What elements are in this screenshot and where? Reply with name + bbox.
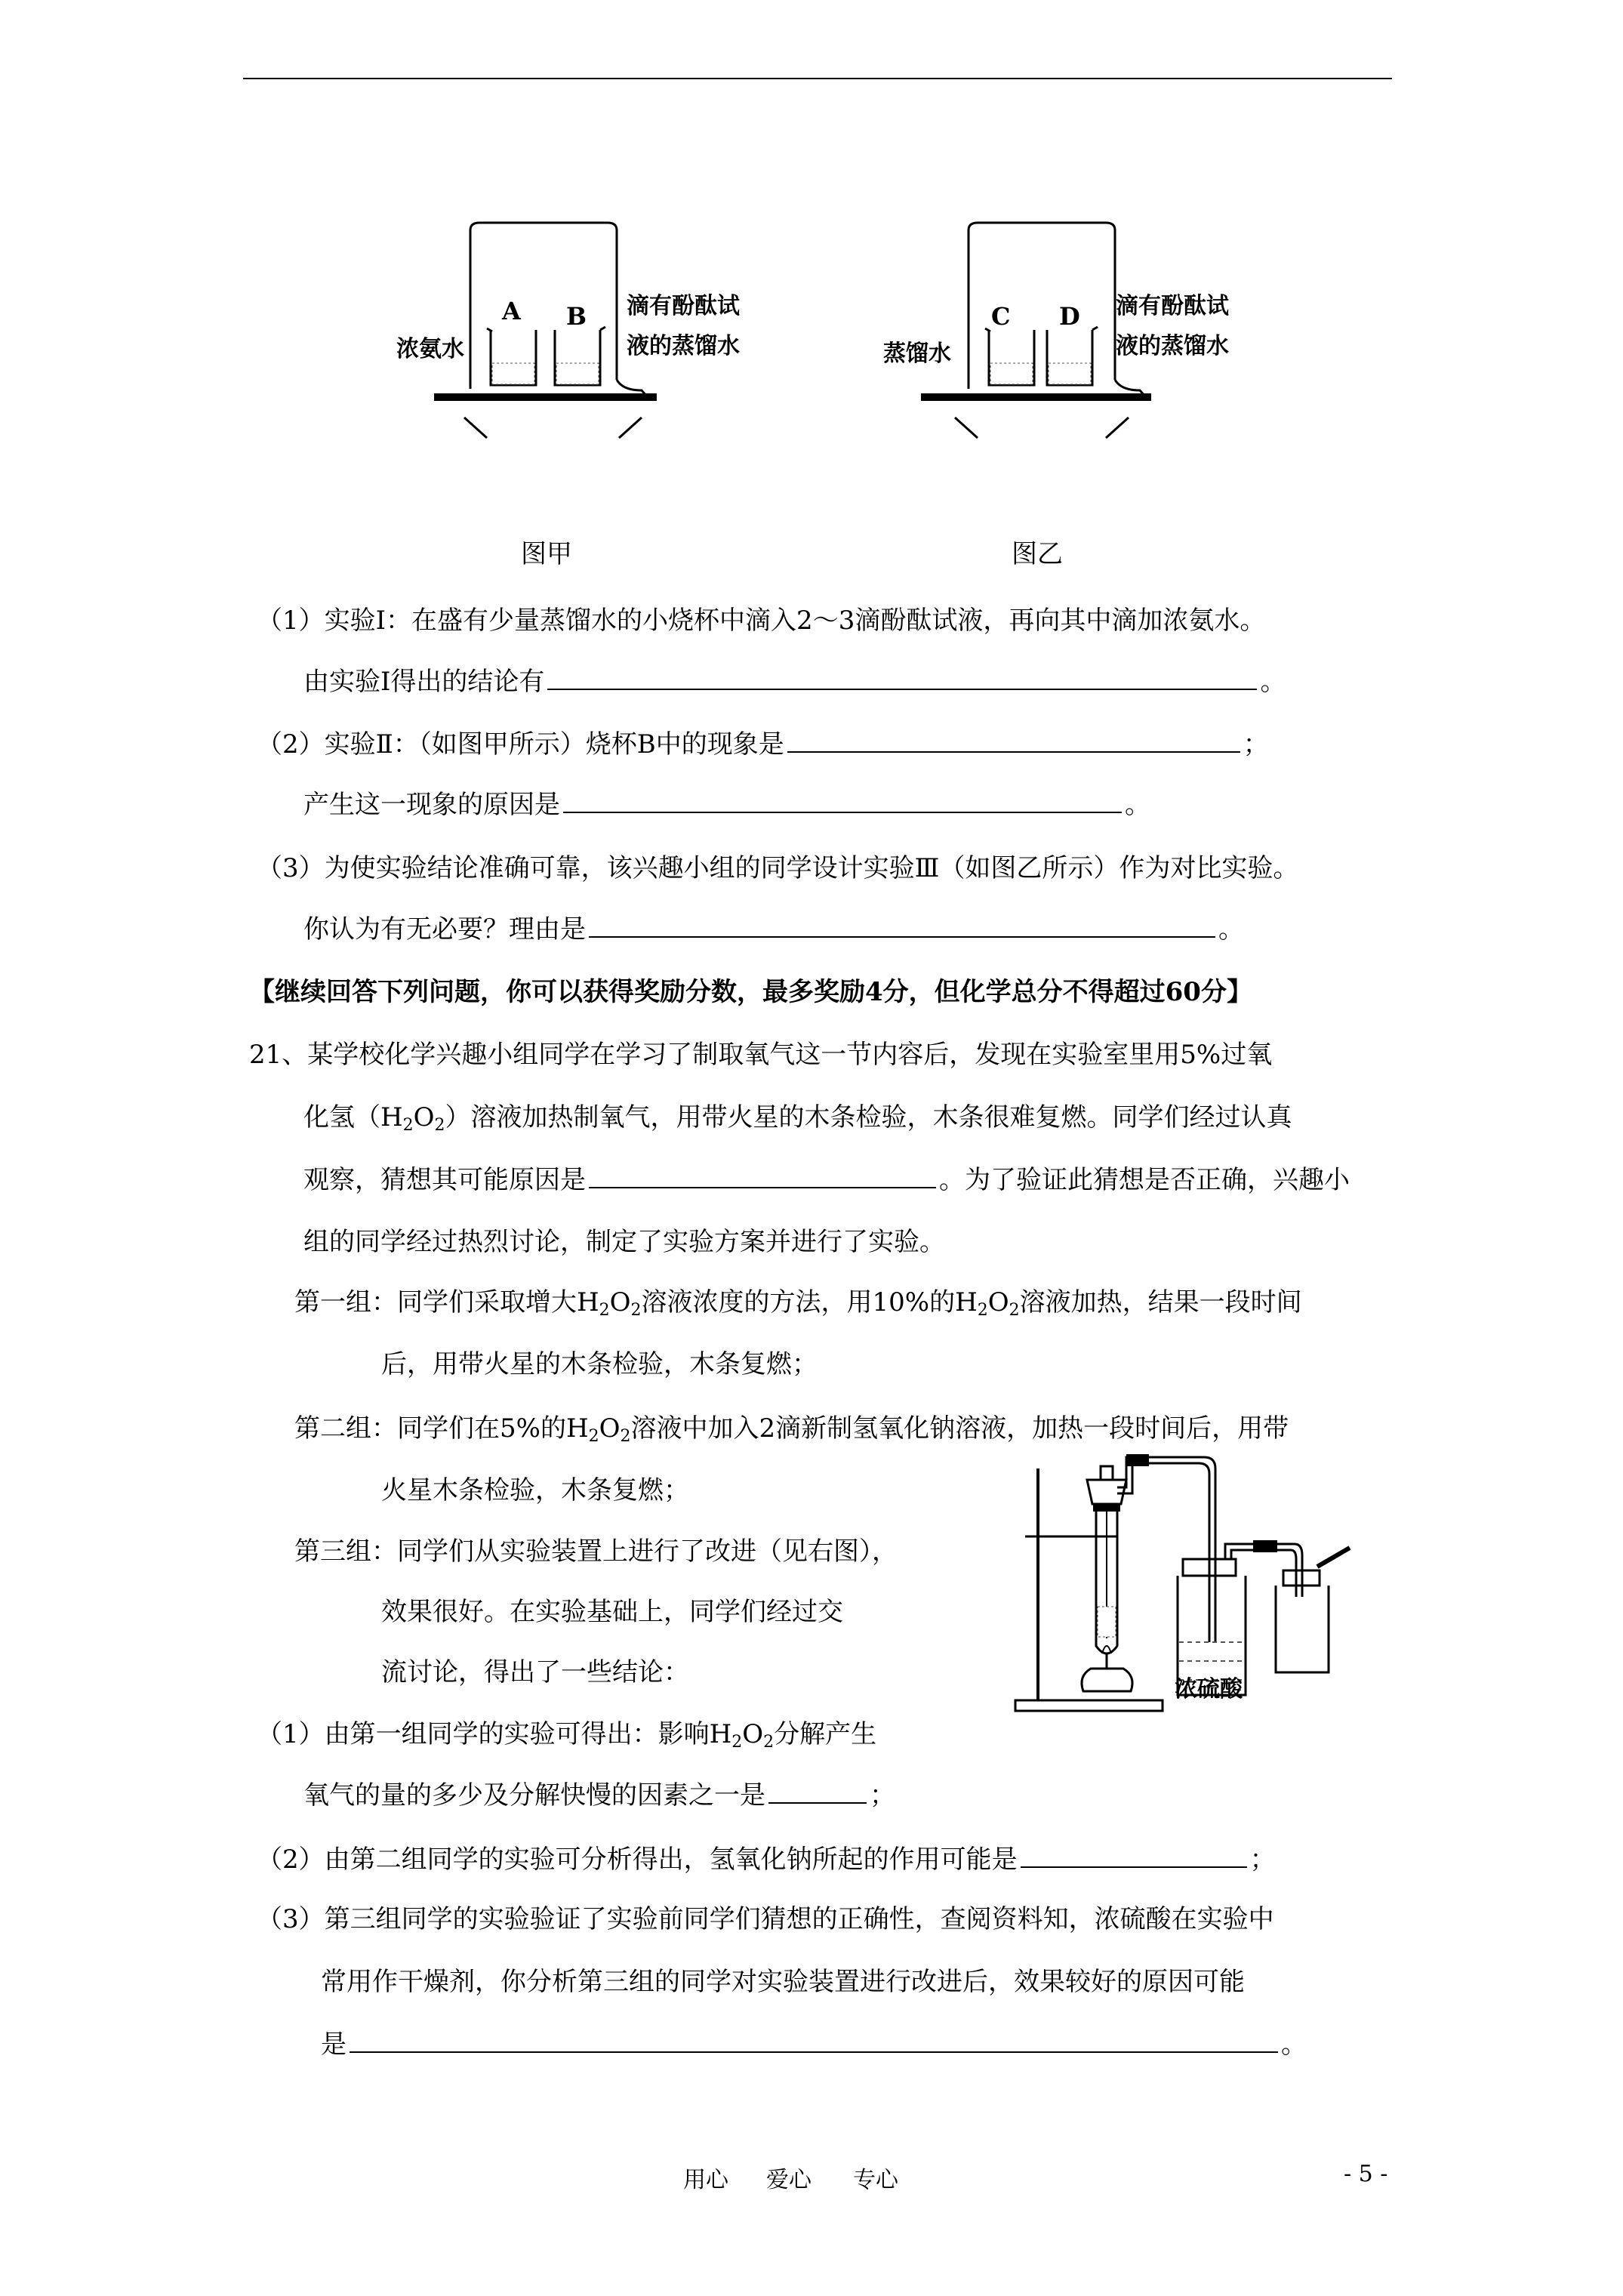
answer-blank-4[interactable]	[589, 912, 1215, 938]
period: 。	[1218, 914, 1244, 945]
q20-part3-prompt: 你认为有无必要？理由是	[303, 914, 586, 945]
sub: 2	[763, 1733, 775, 1752]
bonus-note: 【继续回答下列问题，你可以获得奖励分数，最多奖励4分，但化学总分不得超过60分】	[249, 977, 1252, 1007]
q21-ans3-line3	[321, 2027, 1307, 2061]
footer-motto-2: 爱心	[766, 2167, 812, 2193]
text: 化氢（H	[303, 1102, 403, 1133]
q21-ans1-line1	[257, 1718, 876, 1751]
answer-blank-6[interactable]	[768, 1778, 867, 1804]
fig2-right-label-1: 滴有酚酞试	[1116, 293, 1229, 319]
page-number: - 5 -	[1344, 2161, 1388, 2187]
q21-line1: 21、某学校化学兴趣小组同学在学习了制取氧气这一节内容后，发现在实验室里用5%过氧	[249, 1040, 1273, 1070]
text: 第一组：同学们采取增大H	[294, 1287, 599, 1318]
text: 溶液浓度的方法，用10%的H	[641, 1287, 978, 1318]
q20-part2-prompt: （2）实验Ⅱ：（如图甲所示）烧杯B中的现象是	[257, 729, 784, 760]
footer-motto-1: 用心	[683, 2167, 728, 2193]
q20-part2-line2	[303, 787, 1150, 821]
q20-part2-line1	[257, 727, 1269, 761]
q21-ans3-line2: 常用作干燥剂，你分析第三组的同学对实验装置进行改进后，效果较好的原因可能	[321, 1967, 1245, 1997]
text: 。为了验证此猜想是否正确，兴趣小	[939, 1165, 1350, 1195]
text: 溶液加热，结果一段时间	[1019, 1287, 1302, 1318]
answer-blank-3[interactable]	[563, 787, 1122, 813]
beaker-a	[487, 328, 536, 385]
group3-line2: 效果很好。在实验基础上，同学们经过交	[381, 1597, 843, 1627]
header-rule	[243, 78, 1392, 79]
footer-motto-3: 专心	[853, 2167, 898, 2193]
beaker-d	[1047, 327, 1098, 385]
answer-blank-1[interactable]	[547, 664, 1257, 690]
fig1-caption: 图甲	[521, 539, 572, 569]
answer-blank-7[interactable]	[1021, 1842, 1247, 1868]
q21-ans1-line2	[303, 1778, 895, 1812]
sub: 2	[620, 1427, 631, 1446]
sub: 2	[1009, 1301, 1020, 1320]
answer-blank-8[interactable]	[350, 2027, 1278, 2053]
fig1-left-label: 浓氨水	[396, 336, 464, 362]
sub: 2	[588, 1427, 599, 1446]
q21-line2	[303, 1101, 1292, 1134]
label-d: D	[1059, 302, 1080, 331]
text: （2）由第二组同学的实验可分析得出，氢氧化钠所起的作用可能是	[257, 1845, 1018, 1875]
q21-ans3-line1: （3）第三组同学的实验验证了实验前同学们猜想的正确性，查阅资料知，浓硫酸在实验中	[257, 1904, 1274, 1934]
group1-line1	[294, 1286, 1302, 1319]
text: 分解产生	[774, 1719, 877, 1749]
text: O	[599, 1413, 621, 1444]
text: 。	[1281, 2029, 1307, 2060]
sub: 2	[977, 1301, 988, 1320]
sub: 2	[731, 1733, 743, 1752]
text: ）溶液加热制氧气，用带火星的木条检验，木条很难复燃。同学们经过认真	[445, 1102, 1292, 1133]
sub: 2	[434, 1116, 445, 1135]
period: 。	[1125, 790, 1150, 820]
text: O	[413, 1102, 435, 1133]
fig2-left-label: 蒸馏水	[883, 341, 951, 367]
period: 。	[1260, 667, 1286, 697]
q20-part1-prompt: 由实验Ⅰ得出的结论有	[303, 667, 545, 697]
label-c: C	[991, 302, 1011, 331]
q20-part3-line2	[303, 912, 1244, 946]
q20-part1-line2	[303, 664, 1286, 698]
group3-line3: 流讨论，得出了一些结论：	[381, 1657, 689, 1687]
sub: 2	[630, 1301, 642, 1320]
apparatus-label: 浓硫酸	[1175, 1676, 1243, 1703]
text: O	[987, 1287, 1009, 1318]
q20-part3-line1: （3）为使实验结论准确可靠，该兴趣小组的同学设计实验Ⅲ（如图乙所示）作为对比实验。	[257, 853, 1299, 883]
fig1-right-label-1: 滴有酚酞试	[627, 293, 740, 319]
text: ；	[1249, 1845, 1276, 1875]
text: 溶液中加入2滴新制氢氧化钠溶液，加热一段时间后，用带	[630, 1413, 1289, 1444]
text: （1）由第一组同学的实验可得出：影响H	[257, 1719, 732, 1749]
text: 是	[321, 2029, 346, 2060]
sub: 2	[599, 1301, 610, 1320]
group3-line1: 第三组：同学们从实验装置上进行了改进（见右图），	[294, 1536, 898, 1567]
text: O	[742, 1719, 764, 1749]
label-b: B	[566, 302, 587, 331]
text: 观察，猜想其可能原因是	[303, 1165, 586, 1195]
answer-blank-5[interactable]	[589, 1163, 936, 1188]
fig1-right-label-2: 液的蒸馏水	[627, 333, 740, 359]
fig2-caption: 图乙	[1012, 539, 1063, 569]
answer-blank-2[interactable]	[787, 727, 1240, 753]
text: ；	[870, 1780, 895, 1811]
text: 第二组：同学们在5%的H	[294, 1413, 589, 1444]
semicolon: ；	[1243, 729, 1269, 760]
fig2-right-label-2: 液的蒸馏水	[1116, 333, 1229, 359]
q21-line3	[303, 1163, 1350, 1197]
group1-line2: 后，用带火星的木条检验，木条复燃；	[381, 1349, 818, 1379]
beaker-b	[555, 327, 605, 385]
q20-part2-reason-prompt: 产生这一现象的原因是	[303, 790, 560, 820]
text: 氧气的量的多少及分解快慢的因素之一是	[303, 1780, 765, 1811]
sub: 2	[402, 1116, 414, 1135]
q20-part1-line1: （1）实验Ⅰ：在盛有少量蒸馏水的小烧杯中滴入2～3滴酚酞试液，再向其中滴加浓氨水。	[257, 606, 1266, 636]
q21-line4: 组的同学经过热烈讨论，制定了实验方案并进行了实验。	[303, 1227, 945, 1257]
text: O	[609, 1287, 631, 1318]
q21-ans2	[257, 1842, 1276, 1876]
group2-line2: 火星木条检验，木条复燃；	[381, 1475, 689, 1505]
beaker-c	[985, 328, 1034, 385]
label-a: A	[502, 297, 521, 325]
